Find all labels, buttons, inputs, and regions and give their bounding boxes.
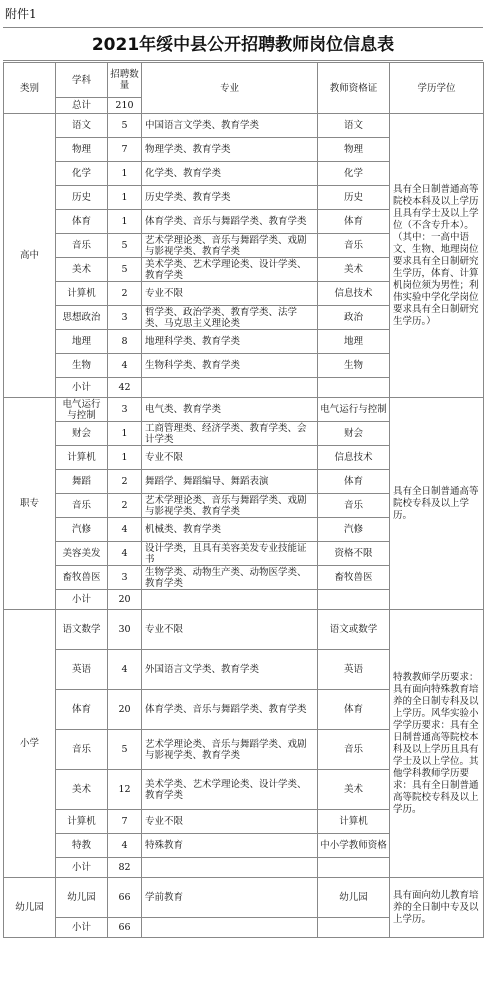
subject-cell: 历史 (56, 186, 108, 210)
subject-cell: 思想政治 (56, 306, 108, 330)
cert-cell: 语文 (318, 114, 390, 138)
subject-cell: 语文数学 (56, 610, 108, 650)
category-cell: 职专 (4, 398, 56, 610)
empty-cell (318, 858, 390, 878)
cert-cell: 语文或数学 (318, 610, 390, 650)
cert-cell: 财会 (318, 422, 390, 446)
count-cell: 30 (108, 610, 142, 650)
major-cell: 专业不限 (142, 446, 318, 470)
subject-cell: 特教 (56, 834, 108, 858)
major-cell: 电气类、教育学类 (142, 398, 318, 422)
empty-cell (318, 378, 390, 398)
cert-cell: 电气运行与控制 (318, 398, 390, 422)
subject-cell: 英语 (56, 650, 108, 690)
cert-cell: 体育 (318, 690, 390, 730)
subject-cell: 财会 (56, 422, 108, 446)
cert-cell: 化学 (318, 162, 390, 186)
subject-cell: 地理 (56, 330, 108, 354)
subject-cell: 音乐 (56, 730, 108, 770)
table-row (4, 878, 484, 918)
header-degree: 学历学位 (390, 63, 484, 114)
subject-cell: 计算机 (56, 810, 108, 834)
empty-cell (142, 590, 318, 610)
subtotal-label: 小计 (56, 378, 108, 398)
subject-cell: 生物 (56, 354, 108, 378)
major-cell: 专业不限 (142, 610, 318, 650)
major-cell: 物理学类、教育学类 (142, 138, 318, 162)
attachment-label: 附件1 (5, 7, 37, 21)
major-cell: 生物科学类、教育学类 (142, 354, 318, 378)
subtotal-label: 小计 (56, 590, 108, 610)
major-cell: 舞蹈学、舞蹈编导、舞蹈表演 (142, 470, 318, 494)
cert-cell: 美术 (318, 770, 390, 810)
major-cell: 地理科学类、教育学类 (142, 330, 318, 354)
cert-cell: 地理 (318, 330, 390, 354)
cert-cell: 音乐 (318, 234, 390, 258)
count-cell: 5 (108, 730, 142, 770)
cert-cell: 体育 (318, 210, 390, 234)
count-cell: 4 (108, 834, 142, 858)
table-row (4, 610, 484, 650)
subject-cell: 汽修 (56, 518, 108, 542)
cert-cell: 汽修 (318, 518, 390, 542)
count-cell: 20 (108, 690, 142, 730)
cert-cell: 畜牧兽医 (318, 566, 390, 590)
page-title: 2021年绥中县公开招聘教师岗位信息表 (3, 27, 483, 61)
degree-requirement-cell: 具有全日制普通高等院校专科及以上学历。 (390, 398, 484, 610)
degree-requirement-cell: 具有面向幼儿教育培养的全日制中专及以上学历。 (390, 878, 484, 938)
count-cell: 2 (108, 494, 142, 518)
degree-requirement-cell: 具有全日制普通高等院校本科及以上学历且具有学士及以上学位（不含专升本）。（其中：一高中语文、生物、地理岗位要求具有全日制研究生学历，体育、计算机岗位须为男性；利伟实验中学化学岗位要求具有全日制研究生学历。） (390, 114, 484, 398)
category-cell: 小学 (4, 610, 56, 878)
cert-cell: 资格不限 (318, 542, 390, 566)
total-value: 210 (108, 98, 142, 114)
table-body (4, 114, 484, 938)
major-cell: 学前教育 (142, 878, 318, 918)
major-cell: 外国语言文学类、教育学类 (142, 650, 318, 690)
major-cell: 艺术学理论类、音乐与舞蹈学类、戏剧与影视学类、教育学类 (142, 234, 318, 258)
count-cell: 2 (108, 470, 142, 494)
subtotal-value: 66 (108, 918, 142, 938)
subtotal-value: 20 (108, 590, 142, 610)
count-cell: 1 (108, 162, 142, 186)
count-cell: 7 (108, 138, 142, 162)
major-cell: 中国语言文学类、教育学类 (142, 114, 318, 138)
count-cell: 4 (108, 542, 142, 566)
cert-cell: 音乐 (318, 730, 390, 770)
header-major: 专业 (142, 63, 318, 114)
category-cell: 高中 (4, 114, 56, 398)
count-cell: 8 (108, 330, 142, 354)
count-cell: 5 (108, 114, 142, 138)
count-cell: 66 (108, 878, 142, 918)
subject-cell: 计算机 (56, 282, 108, 306)
count-cell: 3 (108, 566, 142, 590)
subject-cell: 体育 (56, 690, 108, 730)
cert-cell: 美术 (318, 258, 390, 282)
subtotal-value: 82 (108, 858, 142, 878)
table-row (4, 398, 484, 422)
major-cell: 艺术学理论类、音乐与舞蹈学类、戏剧与影视学类、教育学类 (142, 730, 318, 770)
count-cell: 4 (108, 650, 142, 690)
subject-cell: 物理 (56, 138, 108, 162)
cert-cell: 中小学教师资格 (318, 834, 390, 858)
cert-cell: 物理 (318, 138, 390, 162)
header-cert: 教师资格证 (318, 63, 390, 114)
major-cell: 美术学类、艺术学理论类、设计学类、教育学类 (142, 258, 318, 282)
header-quota: 招聘数量 (108, 63, 142, 98)
subject-cell: 畜牧兽医 (56, 566, 108, 590)
major-cell: 体育学类、音乐与舞蹈学类、教育学类 (142, 210, 318, 234)
cert-cell: 信息技术 (318, 446, 390, 470)
degree-requirement-cell: 特教教师学历要求：具有面向特殊教育培养的全日制专科及以上学历。风华实验小学学历要求：具有全日制普通高等院校本科及以上学历且具有学士及以上学位。其他学科教师学历要求：具有全日制普通高等院校专科及以上学历。 (390, 610, 484, 878)
subject-cell: 化学 (56, 162, 108, 186)
major-cell: 历史学类、教育学类 (142, 186, 318, 210)
subject-cell: 美术 (56, 770, 108, 810)
major-cell: 体育学类、音乐与舞蹈学类、教育学类 (142, 690, 318, 730)
cert-cell: 信息技术 (318, 282, 390, 306)
major-cell: 哲学类、政治学类、教育学类、法学类、马克思主义理论类 (142, 306, 318, 330)
major-cell: 美术学类、艺术学理论类、设计学类、教育学类 (142, 770, 318, 810)
major-cell: 化学类、教育学类 (142, 162, 318, 186)
major-cell: 专业不限 (142, 810, 318, 834)
major-cell: 机械类、教育学类 (142, 518, 318, 542)
total-label: 总计 (56, 98, 108, 114)
count-cell: 5 (108, 234, 142, 258)
major-cell: 生物学类、动物生产类、动物医学类、教育学类 (142, 566, 318, 590)
count-cell: 1 (108, 446, 142, 470)
count-cell: 7 (108, 810, 142, 834)
count-cell: 1 (108, 210, 142, 234)
subject-cell: 计算机 (56, 446, 108, 470)
count-cell: 4 (108, 518, 142, 542)
count-cell: 2 (108, 282, 142, 306)
subject-cell: 音乐 (56, 234, 108, 258)
subtotal-label: 小计 (56, 918, 108, 938)
category-cell: 幼儿园 (4, 878, 56, 938)
cert-cell: 政治 (318, 306, 390, 330)
positions-table (3, 62, 484, 938)
count-cell: 5 (108, 258, 142, 282)
cert-cell: 幼儿园 (318, 878, 390, 918)
subject-cell: 舞蹈 (56, 470, 108, 494)
major-cell: 专业不限 (142, 282, 318, 306)
header-subject: 学科 (56, 63, 108, 98)
cert-cell: 英语 (318, 650, 390, 690)
count-cell: 3 (108, 306, 142, 330)
subject-cell: 美容美发 (56, 542, 108, 566)
count-cell: 3 (108, 398, 142, 422)
empty-cell (142, 918, 318, 938)
subject-cell: 体育 (56, 210, 108, 234)
header-category: 类别 (4, 63, 56, 114)
cert-cell: 历史 (318, 186, 390, 210)
header-row (4, 63, 484, 98)
empty-cell (142, 378, 318, 398)
subtotal-label: 小计 (56, 858, 108, 878)
cert-cell: 生物 (318, 354, 390, 378)
count-cell: 12 (108, 770, 142, 810)
count-cell: 1 (108, 422, 142, 446)
count-cell: 4 (108, 354, 142, 378)
empty-cell (142, 858, 318, 878)
cert-cell: 体育 (318, 470, 390, 494)
count-cell: 1 (108, 186, 142, 210)
major-cell: 工商管理类、经济学类、教育学类、会计学类 (142, 422, 318, 446)
subtotal-value: 42 (108, 378, 142, 398)
cert-cell: 计算机 (318, 810, 390, 834)
cert-cell: 音乐 (318, 494, 390, 518)
subject-cell: 电气运行与控制 (56, 398, 108, 422)
subject-cell: 幼儿园 (56, 878, 108, 918)
major-cell: 特殊教育 (142, 834, 318, 858)
subject-cell: 音乐 (56, 494, 108, 518)
subject-cell: 美术 (56, 258, 108, 282)
major-cell: 艺术学理论类、音乐与舞蹈学类、戏剧与影视学类、教育学类 (142, 494, 318, 518)
subject-cell: 语文 (56, 114, 108, 138)
table-row (4, 114, 484, 138)
empty-cell (318, 918, 390, 938)
major-cell: 设计学类，且具有美容美发专业技能证书 (142, 542, 318, 566)
empty-cell (318, 590, 390, 610)
